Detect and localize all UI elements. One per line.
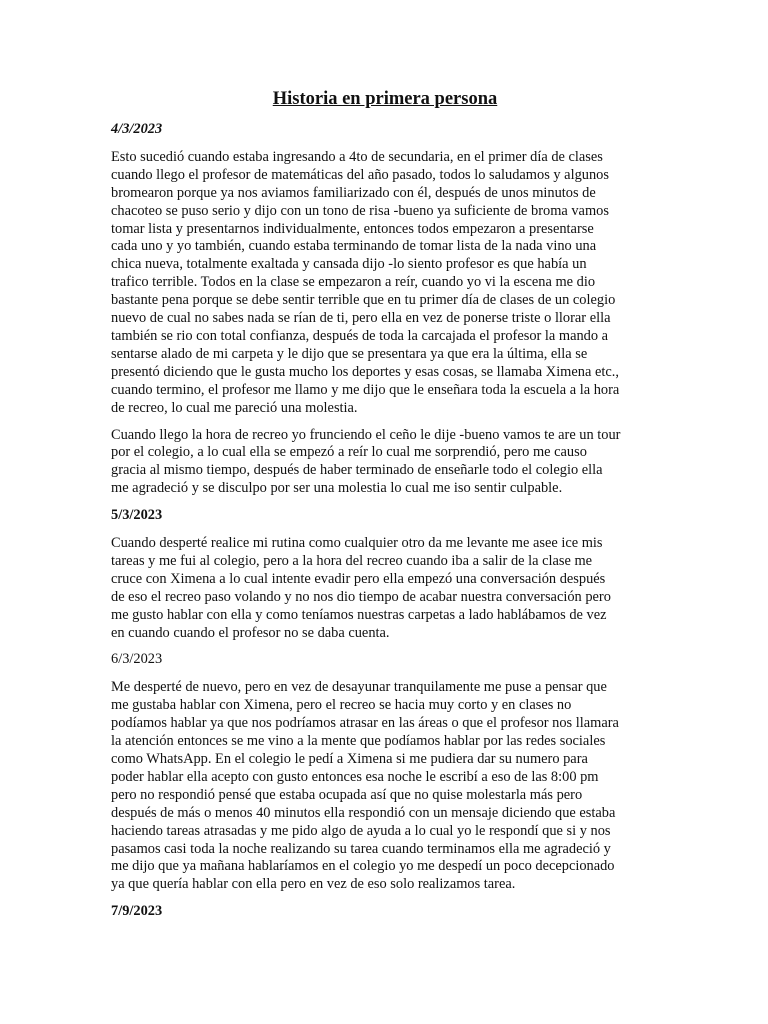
paragraph-line: después de más o menos 40 minutos ella respondió con un mensaje diciendo que estaba bbox=[111, 804, 616, 821]
paragraph-line: me agradeció y se disculpo por ser una molestia lo cual me iso sentir culpable. bbox=[111, 480, 563, 497]
entry-paragraph bbox=[111, 535, 659, 642]
paragraph-line: me dijo que ya mañana hablaríamos en el colegio yo me despedí un poco decepcionado bbox=[111, 858, 615, 875]
paragraph-line: Cuando llego la hora de recreo yo frunciendo el ceño le dije -bueno vamos te are un tour bbox=[111, 426, 621, 443]
entry-date: 6/3/2023 bbox=[111, 651, 163, 668]
paragraph-line: Esto sucedió cuando estaba ingresando a 4to de secundaria, en el primer día de clases bbox=[111, 148, 603, 165]
document-page bbox=[111, 88, 659, 931]
paragraph-line: como WhatsApp. En el colegio le pedí a Ximena si me pudiera dar su numero para bbox=[111, 751, 588, 767]
paragraph-line: presentó diciendo que le gusta mucho los deportes y esas cosas, se llamaba Ximena etc., bbox=[111, 363, 619, 380]
diary-entries bbox=[111, 121, 659, 921]
entry-paragraph bbox=[111, 149, 659, 418]
paragraph-line: me gustaba hablar con Ximena, pero el recreo se hacia muy corto y en clases no bbox=[111, 697, 572, 714]
paragraph-line: también se rio con total confianza, después de toda la carcajada el profesor la mando a bbox=[111, 327, 609, 344]
entry-paragraph bbox=[111, 679, 659, 894]
paragraph-line: pasamos casi toda la noche realizando su tarea cuando terminamos ella me agradeció y bbox=[111, 840, 611, 857]
paragraph-line: Me desperté de nuevo, pero en vez de desayunar tranquilamente me puse a pensar que bbox=[111, 679, 607, 696]
paragraph-line: me gusto hablar con ella y como teníamos nuestras carpetas a lado hablábamos de vez bbox=[111, 606, 607, 623]
paragraph-line: sentarse alado de mi carpeta y le dijo que se presentara ya que era la última, ella se bbox=[111, 345, 588, 362]
paragraph-line: tomar lista y presentarnos individualmente, entonces todos empezaron a presentarse bbox=[111, 220, 594, 237]
paragraph-line: en cuando cuando el profesor no se daba cuenta. bbox=[111, 624, 390, 641]
entry-date: 5/3/2023 bbox=[111, 507, 163, 524]
paragraph-line: cuando llego el profesor de matemáticas del año pasado, todos lo saludamos y algunos bbox=[111, 166, 609, 183]
paragraph-line: nuevo de cual no sabes nada se rían de ti, pero ella en vez de ponerse triste o llorar ella bbox=[111, 310, 611, 327]
paragraph-line: cuando termino, el profesor me llamo y me dijo que le enseñara toda la escuela a la hora bbox=[111, 381, 620, 398]
paragraph-line: trafico terrible. Todos en la clase se empezaron a reír, cuando yo vi la escena me dio bbox=[111, 274, 596, 291]
paragraph-line: cruce con Ximena a lo cual intente evadir pero ella empezó una conversación después bbox=[111, 570, 606, 587]
paragraph-line: la atención entonces se me vino a la mente que podíamos hablar por las redes sociales bbox=[111, 733, 606, 750]
paragraph-line: por el colegio, a lo cual ella se empezó a reír lo cual me sorprendió, pero me causo bbox=[111, 444, 587, 461]
paragraph-line: gracia al mismo tiempo, después de haber terminado de enseñarle todo el colegio ella bbox=[111, 462, 603, 479]
paragraph-line: de eso el recreo paso volando y no nos dio tiempo de acabar nuestra conversación pero bbox=[111, 588, 611, 605]
entry-date: 7/9/2023 bbox=[111, 903, 163, 920]
entry-paragraph bbox=[111, 427, 659, 499]
paragraph-line: chica nueva, totalmente exaltada y cansada dijo -lo siento profesor es que había un bbox=[111, 256, 587, 273]
paragraph-line: de recreo, lo cual me pareció una molestia. bbox=[111, 399, 358, 416]
paragraph-line: poder hablar ella acepto con gusto entonces esa noche le escribí a eso de las 8:00 pm bbox=[111, 768, 599, 785]
paragraph-line: pero no respondió pensé que estaba ocupada así que no quise molestarla más pero bbox=[111, 786, 583, 803]
paragraph-line: cada uno y yo también, cuando estaba terminando de tomar lista de la nada vino una bbox=[111, 238, 597, 255]
paragraph-line: tareas y me fui al colegio, pero a la hora del recreo cuando iba a salir de la clase me bbox=[111, 552, 593, 569]
paragraph-line: Cuando desperté realice mi rutina como cualquier otro da me levante me asee ice mis bbox=[111, 535, 603, 552]
paragraph-line: podíamos hablar ya que nos podríamos atrasar en las áreas o que el profesor nos llamara bbox=[111, 715, 619, 732]
paragraph-line: haciendo tareas atrasadas y me pido algo de ayuda a lo cual yo le respondí que si y nos bbox=[111, 822, 611, 839]
paragraph-line: bastante pena porque se debe sentir terrible que en tu primer día de clases de un colegio bbox=[111, 292, 616, 309]
document-title: Historia en primera persona bbox=[272, 89, 498, 109]
paragraph-line: bromearon porque ya nos aviamos familiarizado con él, después de unos minutos de bbox=[111, 184, 596, 201]
paragraph-line: chacoteo se puso serio y dijo con un tono de risa -bueno ya suficiente de broma vamos bbox=[111, 202, 609, 219]
paragraph-line: ya que quería hablar con ella pero en vez de eso solo realizamos tarea. bbox=[111, 876, 516, 893]
entry-date: 4/3/2023 bbox=[111, 121, 163, 137]
